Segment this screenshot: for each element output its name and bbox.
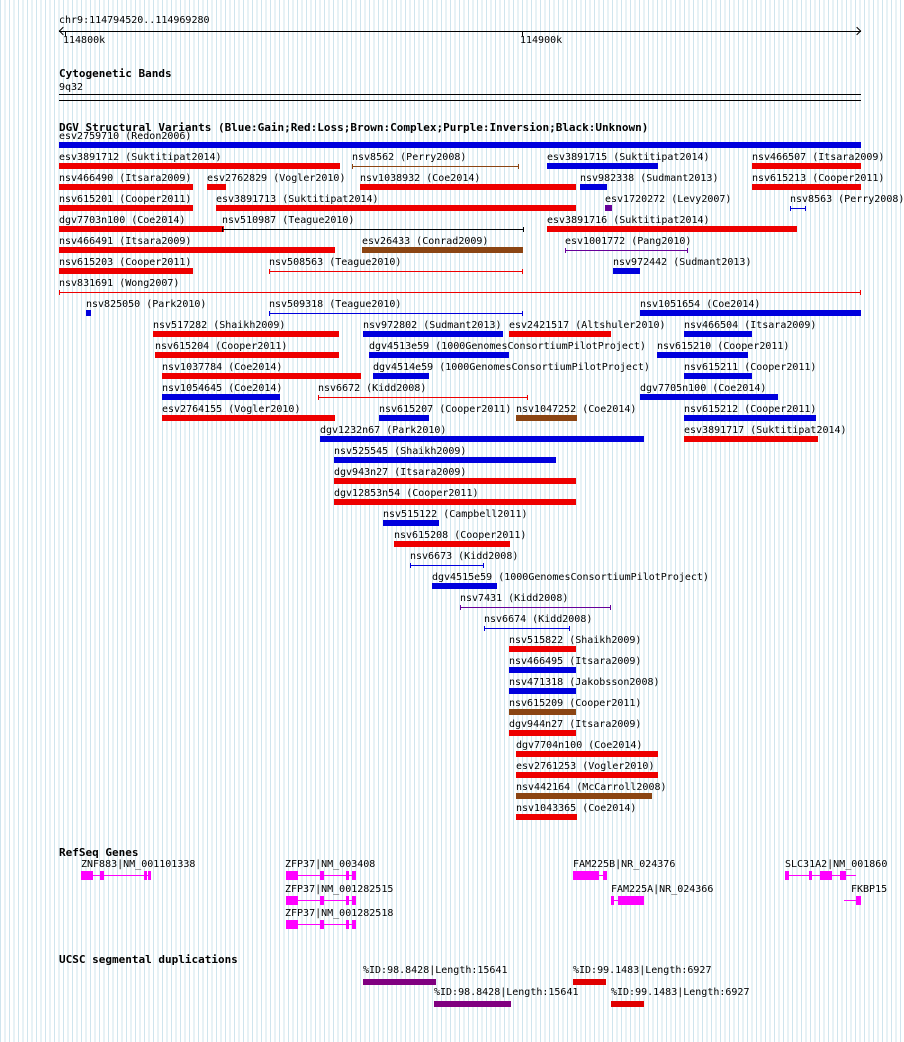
variant-label[interactable]: esv3891713 (Suktitipat2014): [216, 194, 379, 205]
variant-label[interactable]: esv2421517 (Altshuler2010): [509, 320, 666, 331]
ruler-axis: [59, 31, 861, 32]
variant-line[interactable]: [318, 397, 528, 398]
variant-label[interactable]: dgv944n27 (Itsara2009): [509, 719, 642, 730]
gene-exon[interactable]: [785, 871, 789, 880]
variant-line[interactable]: [790, 208, 806, 209]
variant-bar[interactable]: [207, 184, 226, 190]
variant-line-end-left: [565, 248, 566, 253]
variant-label[interactable]: dgv7703n100 (Coe2014): [59, 215, 186, 226]
gene-label[interactable]: ZFP37|NM_003408: [285, 859, 376, 870]
variant-bar[interactable]: [509, 667, 576, 673]
segdup-bar[interactable]: [363, 979, 436, 985]
segdup-label[interactable]: %ID:99.1483|Length:6927: [573, 965, 712, 976]
variant-line[interactable]: [269, 271, 523, 272]
variant-line-end-left: [410, 563, 411, 568]
gene-exon[interactable]: [856, 896, 861, 905]
variant-line[interactable]: [484, 628, 570, 629]
variant-bar[interactable]: [509, 730, 576, 736]
variant-line-end-left: [318, 395, 319, 400]
variant-label[interactable]: nsv509318 (Teague2010): [269, 299, 402, 310]
variant-line[interactable]: [59, 292, 861, 293]
variant-bar[interactable]: [432, 583, 497, 589]
variant-label[interactable]: nsv1037784 (Coe2014): [162, 362, 283, 373]
gene-exon[interactable]: [618, 896, 644, 905]
variant-label[interactable]: nsv515822 (Shaikh2009): [509, 635, 642, 646]
segdup-label[interactable]: %ID:99.1483|Length:6927: [611, 987, 750, 998]
variant-label[interactable]: nsv1054645 (Coe2014): [162, 383, 283, 394]
variant-bar[interactable]: [613, 268, 640, 274]
variant-label[interactable]: nsv825050 (Park2010): [86, 299, 207, 310]
gene-exon[interactable]: [346, 896, 349, 905]
variant-bar[interactable]: [334, 499, 576, 505]
variant-bar[interactable]: [59, 205, 193, 211]
variant-line-end-left: [460, 605, 461, 610]
variant-label[interactable]: nsv8563 (Perry2008): [790, 194, 904, 205]
variant-line-end-left: [269, 311, 270, 316]
variant-line-end-left: [352, 164, 353, 169]
variant-bar[interactable]: [320, 436, 644, 442]
variant-label[interactable]: nsv466490 (Itsara2009): [59, 173, 192, 184]
variant-bar[interactable]: [509, 688, 576, 694]
position-label: chr9:114794520..114969280: [59, 15, 210, 26]
variant-line-end-right: [860, 290, 861, 295]
variant-label[interactable]: nsv1038932 (Coe2014): [360, 173, 481, 184]
variant-label[interactable]: esv3891712 (Suktitipat2014): [59, 152, 222, 163]
variant-bar[interactable]: [162, 394, 280, 400]
variant-label[interactable]: nsv615212 (Cooper2011): [684, 404, 817, 415]
gene-exon[interactable]: [573, 871, 599, 880]
variant-bar[interactable]: [394, 541, 510, 547]
variant-label[interactable]: esv3891715 (Suktitipat2014): [547, 152, 710, 163]
variant-line-end-left: [790, 206, 791, 211]
variant-line-end-left: [269, 269, 270, 274]
segdup-label[interactable]: %ID:98.8428|Length:15641: [434, 987, 579, 998]
gene-label[interactable]: ZFP37|NM_001282518: [285, 908, 394, 919]
gene-exon[interactable]: [352, 896, 356, 905]
gene-exon[interactable]: [320, 920, 324, 929]
gene-exon[interactable]: [148, 871, 151, 880]
variant-label[interactable]: nsv6673 (Kidd2008): [410, 551, 519, 562]
variant-label[interactable]: nsv6674 (Kidd2008): [484, 614, 593, 625]
variant-label[interactable]: nsv525545 (Shaikh2009): [334, 446, 467, 457]
variant-line-end-left: [59, 290, 60, 295]
section-title-segmental-duplications: UCSC segmental duplications: [59, 953, 238, 966]
gene-exon[interactable]: [840, 871, 846, 880]
gene-exon[interactable]: [820, 871, 832, 880]
variant-line-end-right: [527, 395, 528, 400]
variant-label[interactable]: dgv4515e59 (1000GenomesConsortiumPilotProject): [432, 572, 709, 583]
variant-line[interactable]: [222, 229, 524, 230]
segdup-bar[interactable]: [573, 979, 606, 985]
cytoband-label: 9q32: [59, 82, 84, 93]
variant-label[interactable]: nsv615211 (Cooper2011): [684, 362, 817, 373]
variant-label[interactable]: esv3891717 (Suktitipat2014): [684, 425, 847, 436]
variant-label[interactable]: nsv466507 (Itsara2009): [752, 152, 885, 163]
variant-bar[interactable]: [516, 772, 658, 778]
variant-bar[interactable]: [605, 205, 612, 211]
variant-line[interactable]: [565, 250, 688, 251]
ruler-arrow-right: [853, 27, 861, 35]
variant-label[interactable]: nsv1047252 (Coe2014): [516, 404, 637, 415]
variant-label[interactable]: nsv1043365 (Coe2014): [516, 803, 637, 814]
variant-label[interactable]: dgv4514e59 (1000GenomesConsortiumPilotProject): [373, 362, 650, 373]
variant-line-end-right: [805, 206, 806, 211]
segdup-bar[interactable]: [611, 1001, 644, 1007]
variant-bar[interactable]: [162, 415, 335, 421]
variant-bar[interactable]: [59, 247, 335, 253]
ruler-tick-label-left: 114800k: [63, 35, 106, 46]
variant-label[interactable]: nsv517282 (Shaikh2009): [153, 320, 286, 331]
variant-bar[interactable]: [153, 331, 339, 337]
variant-bar[interactable]: [155, 352, 339, 358]
variant-label[interactable]: nsv466495 (Itsara2009): [509, 656, 642, 667]
variant-label[interactable]: nsv972802 (Sudmant2013): [363, 320, 502, 331]
variant-line[interactable]: [269, 313, 523, 314]
gene-exon[interactable]: [603, 871, 607, 880]
gene-exon[interactable]: [144, 871, 147, 880]
variant-bar[interactable]: [657, 352, 748, 358]
variant-bar[interactable]: [752, 184, 861, 190]
gene-label[interactable]: FAM225B|NR_024376: [573, 859, 676, 870]
variant-bar[interactable]: [362, 247, 523, 253]
gene-exon[interactable]: [286, 896, 298, 905]
gene-exon[interactable]: [81, 871, 93, 880]
variant-label[interactable]: nsv466491 (Itsara2009): [59, 236, 192, 247]
gene-exon[interactable]: [809, 871, 812, 880]
variant-label[interactable]: nsv615213 (Cooper2011): [752, 173, 885, 184]
gene-exon[interactable]: [611, 896, 614, 905]
variant-bar[interactable]: [360, 184, 576, 190]
gene-label[interactable]: ZNF883|NM_001101338: [81, 859, 196, 870]
gene-label[interactable]: FAM225A|NR_024366: [611, 884, 714, 895]
variant-line-end-right: [610, 605, 611, 610]
variant-label[interactable]: nsv615207 (Cooper2011): [379, 404, 512, 415]
variant-label[interactable]: nsv615210 (Cooper2011): [657, 341, 790, 352]
variant-label[interactable]: nsv615203 (Cooper2011): [59, 257, 192, 268]
variant-label[interactable]: esv1720272 (Levy2007): [605, 194, 732, 205]
variant-bar[interactable]: [373, 373, 429, 379]
gene-label[interactable]: FKBP15: [851, 884, 888, 895]
variant-bar[interactable]: [580, 184, 607, 190]
variant-label[interactable]: nsv615201 (Cooper2011): [59, 194, 192, 205]
gene-label[interactable]: SLC31A2|NM_001860: [785, 859, 888, 870]
ruler-tick-label-mid: 114900k: [520, 35, 563, 46]
gene-exon[interactable]: [100, 871, 104, 880]
variant-label[interactable]: nsv615208 (Cooper2011): [394, 530, 527, 541]
segdup-label[interactable]: %ID:98.8428|Length:15641: [363, 965, 508, 976]
variant-label[interactable]: dgv1232n67 (Park2010): [320, 425, 447, 436]
variant-bar[interactable]: [684, 436, 818, 442]
gene-exon[interactable]: [346, 920, 349, 929]
variant-label[interactable]: nsv615209 (Cooper2011): [509, 698, 642, 709]
variant-bar[interactable]: [684, 373, 752, 379]
variant-bar[interactable]: [516, 793, 652, 799]
variant-label[interactable]: dgv7704n100 (Coe2014): [516, 740, 643, 751]
variant-label[interactable]: nsv6672 (Kidd2008): [318, 383, 427, 394]
variant-bar[interactable]: [162, 373, 361, 379]
variant-label[interactable]: nsv466504 (Itsara2009): [684, 320, 817, 331]
section-title-cytogenetic-bands: Cytogenetic Bands: [59, 67, 172, 80]
variant-label[interactable]: nsv471318 (Jakobsson2008): [509, 677, 660, 688]
variant-bar[interactable]: [516, 415, 577, 421]
variant-line-end-right: [518, 164, 519, 169]
variant-bar[interactable]: [59, 184, 193, 190]
segdup-bar[interactable]: [434, 1001, 511, 1007]
variant-label[interactable]: dgv7705n100 (Coe2014): [640, 383, 767, 394]
variant-bar[interactable]: [363, 331, 503, 337]
variant-bar[interactable]: [516, 814, 577, 820]
variant-label[interactable]: nsv982338 (Sudmant2013): [580, 173, 719, 184]
section-title-refseq-genes: RefSeq Genes: [59, 846, 139, 859]
variant-bar[interactable]: [547, 163, 658, 169]
variant-label[interactable]: esv2764155 (Vogler2010): [162, 404, 301, 415]
gene-exon[interactable]: [286, 920, 298, 929]
variant-bar[interactable]: [59, 268, 193, 274]
variant-bar[interactable]: [59, 142, 861, 148]
variant-bar[interactable]: [509, 331, 611, 337]
variant-label[interactable]: nsv510987 (Teague2010): [222, 215, 355, 226]
variant-bar[interactable]: [369, 352, 509, 358]
cytoband-line-top: [59, 94, 861, 95]
variant-bar[interactable]: [640, 394, 778, 400]
variant-bar[interactable]: [86, 310, 91, 316]
variant-line-end-left: [222, 227, 223, 232]
variant-line[interactable]: [352, 166, 519, 167]
variant-bar[interactable]: [684, 415, 816, 421]
gene-exon[interactable]: [346, 871, 349, 880]
variant-bar[interactable]: [752, 163, 861, 169]
variant-bar[interactable]: [509, 646, 576, 652]
variant-bar[interactable]: [684, 331, 752, 337]
variant-line[interactable]: [410, 565, 484, 566]
variant-bar[interactable]: [334, 478, 576, 484]
gene-exon[interactable]: [352, 920, 356, 929]
variant-label[interactable]: nsv615204 (Cooper2011): [155, 341, 288, 352]
variant-label[interactable]: nsv515122 (Campbell2011): [383, 509, 528, 520]
variant-label[interactable]: dgv12853n54 (Cooper2011): [334, 488, 479, 499]
gene-exon[interactable]: [320, 896, 324, 905]
variant-label[interactable]: esv1001772 (Pang2010): [565, 236, 692, 247]
cytoband-line-bottom: [59, 100, 861, 101]
gene-exon[interactable]: [320, 871, 324, 880]
variant-line-end-left: [484, 626, 485, 631]
variant-line-end-right: [687, 248, 688, 253]
gene-label[interactable]: ZFP37|NM_001282515: [285, 884, 394, 895]
variant-label[interactable]: nsv1051654 (Coe2014): [640, 299, 761, 310]
variant-label[interactable]: esv3891716 (Suktitipat2014): [547, 215, 710, 226]
variant-label[interactable]: nsv972442 (Sudmant2013): [613, 257, 752, 268]
variant-label[interactable]: esv2759710 (Redon2006): [59, 131, 192, 142]
variant-bar[interactable]: [216, 205, 576, 211]
variant-bar[interactable]: [640, 310, 861, 316]
variant-bar[interactable]: [59, 163, 340, 169]
variant-bar[interactable]: [379, 415, 429, 421]
variant-line-end-right: [569, 626, 570, 631]
variant-label[interactable]: nsv442164 (McCarroll2008): [516, 782, 667, 793]
variant-bar[interactable]: [383, 520, 439, 526]
variant-label[interactable]: dgv4513e59 (1000GenomesConsortiumPilotProject): [369, 341, 646, 352]
variant-bar[interactable]: [334, 457, 556, 463]
gene-exon[interactable]: [286, 871, 298, 880]
variant-label[interactable]: esv2761253 (Vogler2010): [516, 761, 655, 772]
gene-exon[interactable]: [352, 871, 356, 880]
variant-line-end-right: [522, 269, 523, 274]
variant-label[interactable]: dgv943n27 (Itsara2009): [334, 467, 467, 478]
variant-label[interactable]: nsv508563 (Teague2010): [269, 257, 402, 268]
variant-label[interactable]: nsv831691 (Wong2007): [59, 278, 180, 289]
variant-label[interactable]: nsv8562 (Perry2008): [352, 152, 467, 163]
variant-line[interactable]: [460, 607, 611, 608]
variant-bar[interactable]: [547, 226, 797, 232]
variant-label[interactable]: esv2762829 (Vogler2010): [207, 173, 346, 184]
variant-bar[interactable]: [509, 709, 576, 715]
variant-bar[interactable]: [516, 751, 658, 757]
variant-label[interactable]: nsv7431 (Kidd2008): [460, 593, 569, 604]
variant-line-end-right: [522, 311, 523, 316]
variant-line-end-right: [483, 563, 484, 568]
section-title-dgv: DGV Structural Variants (Blue:Gain;Red:Loss;Brown:Complex;Purple:Inversion;Black:Unknown): [59, 121, 649, 134]
variant-line-end-right: [523, 227, 524, 232]
variant-label[interactable]: esv26433 (Conrad2009): [362, 236, 489, 247]
variant-bar[interactable]: [59, 226, 224, 232]
